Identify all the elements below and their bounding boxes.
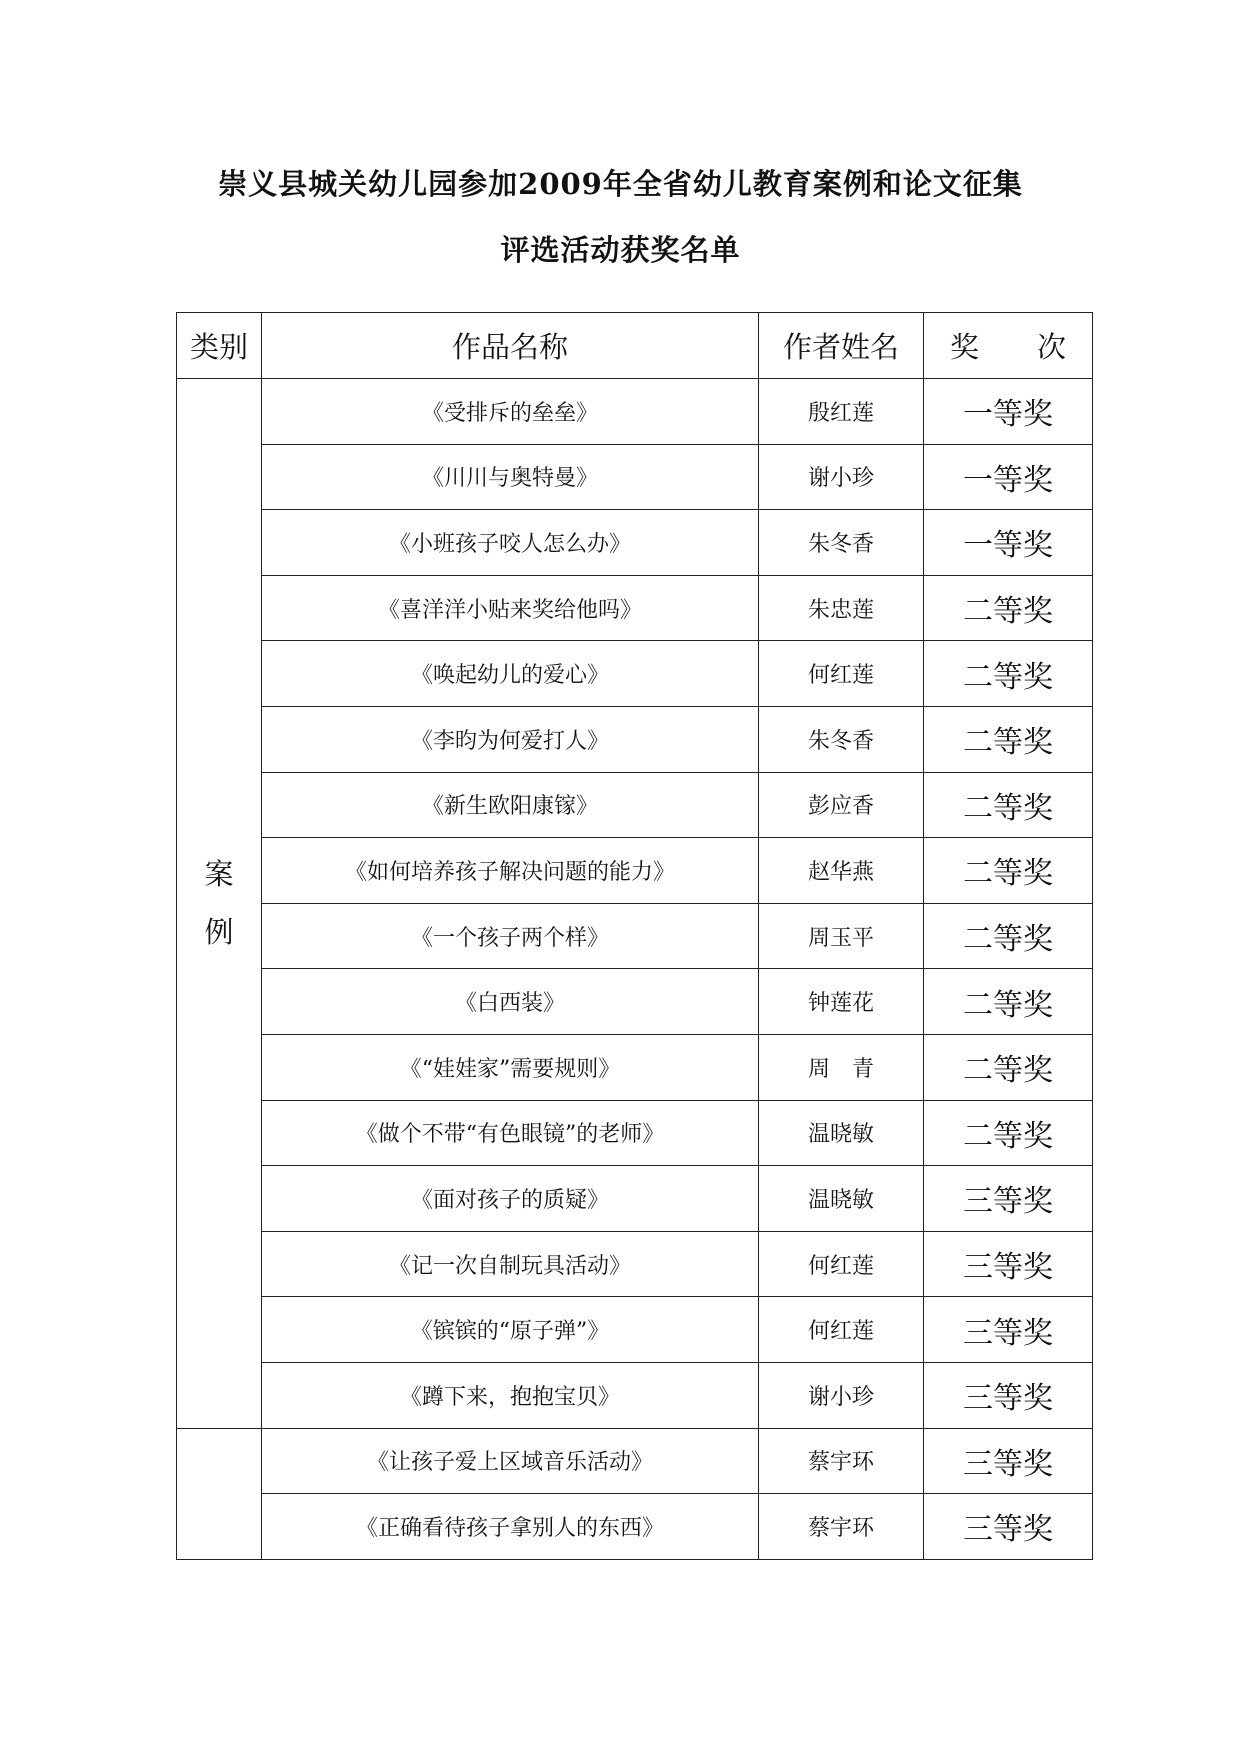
award-level-cell: 一等奖 (924, 379, 1093, 445)
author-name-cell: 谢小珍 (759, 444, 924, 510)
table-row (177, 444, 1093, 510)
award-level-cell: 一等奖 (924, 444, 1093, 510)
work-title-cell: 《如何培养孩子解决问题的能力》 (262, 838, 759, 904)
header-award: 奖 次 (924, 313, 1093, 379)
author-name-cell: 殷红莲 (759, 379, 924, 445)
work-title-cell: 《蹲下来，抱抱宝贝》 (262, 1362, 759, 1428)
work-title-cell: 《受排斥的垒垒》 (262, 379, 759, 445)
work-title-cell: 《新生欧阳康镓》 (262, 772, 759, 838)
author-name-cell: 周 青 (759, 1034, 924, 1100)
award-level-cell: 二等奖 (924, 1100, 1093, 1166)
work-title-cell: 《记一次自制玩具活动》 (262, 1231, 759, 1297)
table-row (177, 1428, 1093, 1494)
table-row (177, 838, 1093, 904)
author-name-cell: 何红莲 (759, 641, 924, 707)
award-level-cell: 三等奖 (924, 1428, 1093, 1494)
author-name-cell: 温晓敏 (759, 1100, 924, 1166)
award-level-cell: 三等奖 (924, 1494, 1093, 1560)
work-title-cell: 《镔镔的“原子弹”》 (262, 1297, 759, 1363)
header-author: 作者姓名 (759, 313, 924, 379)
table-row (177, 1362, 1093, 1428)
table-row (177, 1100, 1093, 1166)
awards-table (176, 312, 1093, 1560)
table-row (177, 1494, 1093, 1560)
table-body (177, 379, 1093, 1560)
award-level-cell: 三等奖 (924, 1231, 1093, 1297)
table-row (177, 575, 1093, 641)
table-row (177, 641, 1093, 707)
author-name-cell: 彭应香 (759, 772, 924, 838)
award-level-cell: 三等奖 (924, 1362, 1093, 1428)
table-row (177, 1297, 1093, 1363)
table-header-row (177, 313, 1093, 379)
work-title-cell: 《“娃娃家”需要规则》 (262, 1034, 759, 1100)
category-cell (177, 379, 262, 1429)
work-title-cell: 《喜洋洋小贴来奖给他吗》 (262, 575, 759, 641)
award-level-cell: 二等奖 (924, 838, 1093, 904)
award-level-cell: 一等奖 (924, 510, 1093, 576)
work-title-cell: 《李昀为何爱打人》 (262, 706, 759, 772)
table-row (177, 969, 1093, 1035)
table-row (177, 1034, 1093, 1100)
author-name-cell: 谢小珍 (759, 1362, 924, 1428)
author-name-cell: 钟莲花 (759, 969, 924, 1035)
header-category: 类别 (177, 313, 262, 379)
table-row (177, 903, 1093, 969)
category-cell (177, 1428, 262, 1559)
author-name-cell: 何红莲 (759, 1231, 924, 1297)
award-level-cell: 二等奖 (924, 903, 1093, 969)
work-title-cell: 《唤起幼儿的爱心》 (262, 641, 759, 707)
award-level-cell: 三等奖 (924, 1297, 1093, 1363)
header-title: 作品名称 (262, 313, 759, 379)
work-title-cell: 《川川与奥特曼》 (262, 444, 759, 510)
author-name-cell: 蔡宇环 (759, 1428, 924, 1494)
author-name-cell: 何红莲 (759, 1297, 924, 1363)
table-row (177, 706, 1093, 772)
author-name-cell: 朱冬香 (759, 706, 924, 772)
table-row (177, 379, 1093, 445)
award-level-cell: 二等奖 (924, 772, 1093, 838)
category-label-char: 例 (204, 915, 234, 950)
table-row (177, 1166, 1093, 1232)
work-title-cell: 《正确看待孩子拿别人的东西》 (262, 1494, 759, 1560)
work-title-cell: 《白西装》 (262, 969, 759, 1035)
award-level-cell: 二等奖 (924, 969, 1093, 1035)
author-name-cell: 温晓敏 (759, 1166, 924, 1232)
author-name-cell: 朱忠莲 (759, 575, 924, 641)
category-label-char: 案 (204, 857, 234, 892)
table-row (177, 1231, 1093, 1297)
table-row (177, 772, 1093, 838)
award-level-cell: 二等奖 (924, 1034, 1093, 1100)
work-title-cell: 《做个不带“有色眼镜”的老师》 (262, 1100, 759, 1166)
author-name-cell: 赵华燕 (759, 838, 924, 904)
work-title-cell: 《面对孩子的质疑》 (262, 1166, 759, 1232)
award-level-cell: 二等奖 (924, 575, 1093, 641)
award-level-cell: 三等奖 (924, 1166, 1093, 1232)
author-name-cell: 朱冬香 (759, 510, 924, 576)
author-name-cell: 蔡宇环 (759, 1494, 924, 1560)
award-level-cell: 二等奖 (924, 706, 1093, 772)
award-level-cell: 二等奖 (924, 641, 1093, 707)
work-title-cell: 《一个孩子两个样》 (262, 903, 759, 969)
document-title-line-2: 评选活动获奖名单 (500, 233, 741, 267)
document-title-line-1: 崇义县城关幼儿园参加2009年全省幼儿教育案例和论文征集 (218, 167, 1023, 201)
author-name-cell: 周玉平 (759, 903, 924, 969)
work-title-cell: 《让孩子爱上区域音乐活动》 (262, 1428, 759, 1494)
table-row (177, 510, 1093, 576)
work-title-cell: 《小班孩子咬人怎么办》 (262, 510, 759, 576)
